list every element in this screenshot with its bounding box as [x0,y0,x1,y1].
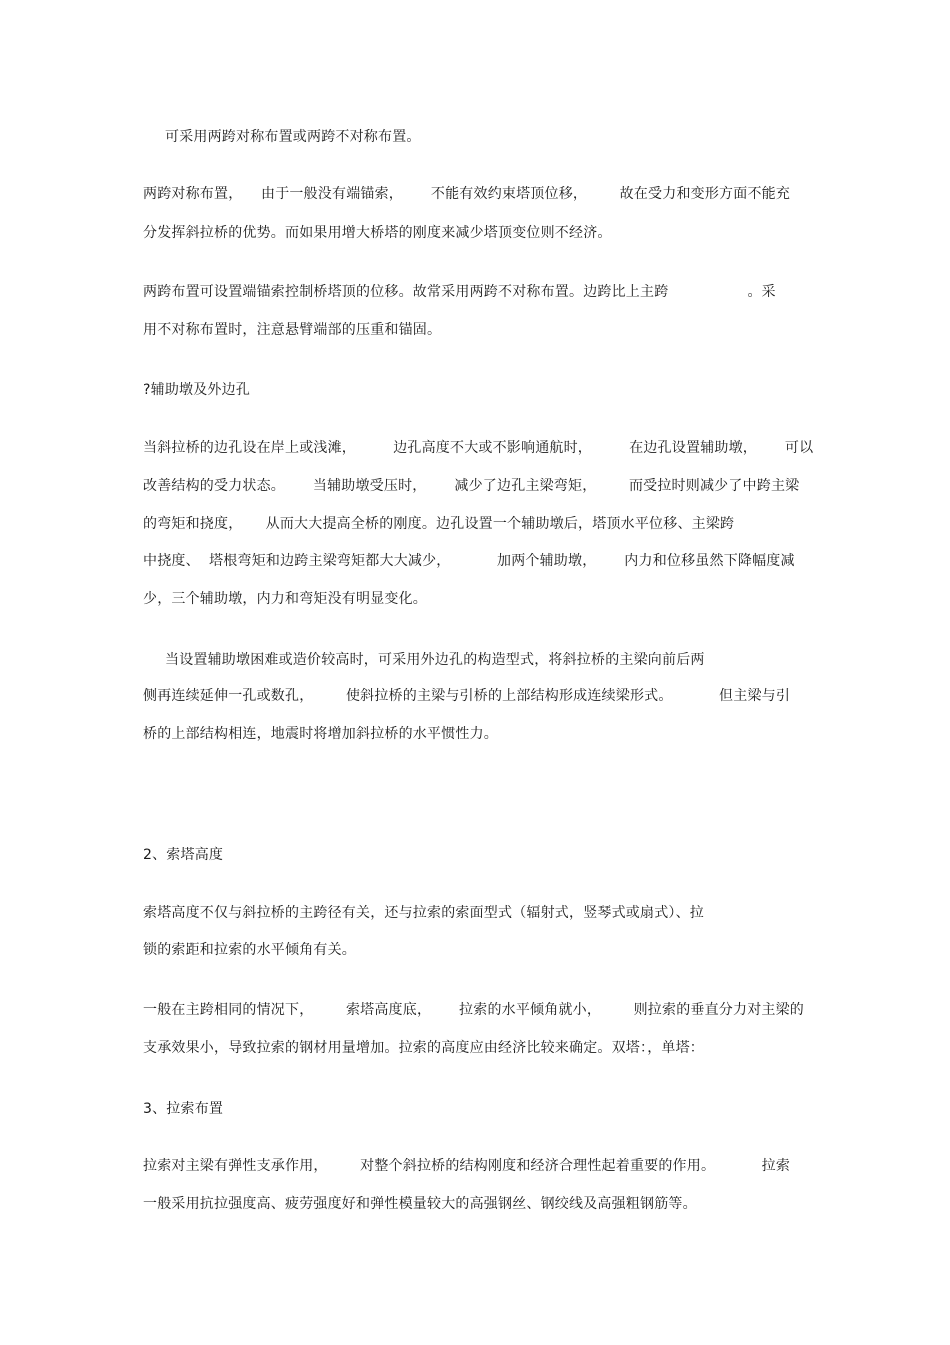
text-line-2: 两跨对称布置， 由于一般没有端锚索， 不能有效约束塔顶位移， 故在受力和变形方面不能充 [143,186,791,202]
text-line-17: 锁的索距和拉索的水平倾角有关。 [143,942,356,958]
text-line-21: 拉索对主梁有弹性支承作用， 对整个斜拉桥的结构刚度和经济合理性起着重要的作用。 拉索 [143,1158,791,1174]
text-line-12: 当设置辅助墩困难或造价较高时，可采用外边孔的构造型式，将斜拉桥的主梁向前后两 [165,652,705,668]
text-line-8: 改善结构的受力状态。 当辅助墩受压时， 减少了边孔主梁弯矩， 而受拉时则减少了中跨主梁 [143,478,800,494]
text-line-22: 一般采用抗拉强度高、疲劳强度好和弹性模量较大的高强钢丝、钢绞线及高强粗钢筋等。 [143,1196,697,1212]
text-line-1: 可采用两跨对称布置或两跨不对称布置。 [165,129,421,145]
text-line-13: 侧再连续延伸一孔或数孔， 使斜拉桥的主梁与引桥的上部结构形成连续梁形式。 但主梁与引 [143,688,791,704]
text-line-9: 的弯矩和挠度， 从而大大提高全桥的刚度。边孔设置一个辅助墩后，塔顶水平位移、主梁跨 [143,516,735,532]
text-line-5: 用不对称布置时，注意悬臂端部的压重和锚固。 [143,322,442,338]
text-line-3: 分发挥斜拉桥的优势。而如果用增大桥塔的刚度来减少塔顶变位则不经济。 [143,225,612,241]
text-line-10: 中挠度、 塔根弯矩和边跨主梁弯矩都大大减少， 加两个辅助墩， 内力和位移虽然下降幅度减 [143,553,795,569]
section-heading-tower-height: 2、索塔高度 [143,847,224,863]
text-line-11: 少，三个辅助墩，内力和弯矩没有明显变化。 [143,591,427,607]
text-line-18: 一般在主跨相同的情况下， 索塔高度底， 拉索的水平倾角就小， 则拉索的垂直分力对主梁的 [143,1002,805,1018]
section-heading-auxiliary-pier: ?辅助墩及外边孔 [143,382,251,398]
text-line-7: 当斜拉桥的边孔设在岸上或浅滩， 边孔高度不大或不影响通航时， 在边孔设置辅助墩， 可以 [143,440,814,456]
text-line-4: 两跨布置可设置端锚索控制桥塔顶的位移。故常采用两跨不对称布置。边跨比上主跨 。采 [143,284,776,300]
text-line-14: 桥的上部结构相连，地震时将增加斜拉桥的水平惯性力。 [143,726,498,742]
text-line-16: 索塔高度不仅与斜拉桥的主跨径有关，还与拉索的索面型式（辐射式，竖琴式或扇式）、拉 [143,905,704,921]
section-heading-cable-arrangement: 3、拉索布置 [143,1101,224,1117]
text-line-19: 支承效果小，导致拉索的钢材用量增加。拉索的高度应由经济比较来确定。双塔：，单塔： [143,1040,704,1056]
